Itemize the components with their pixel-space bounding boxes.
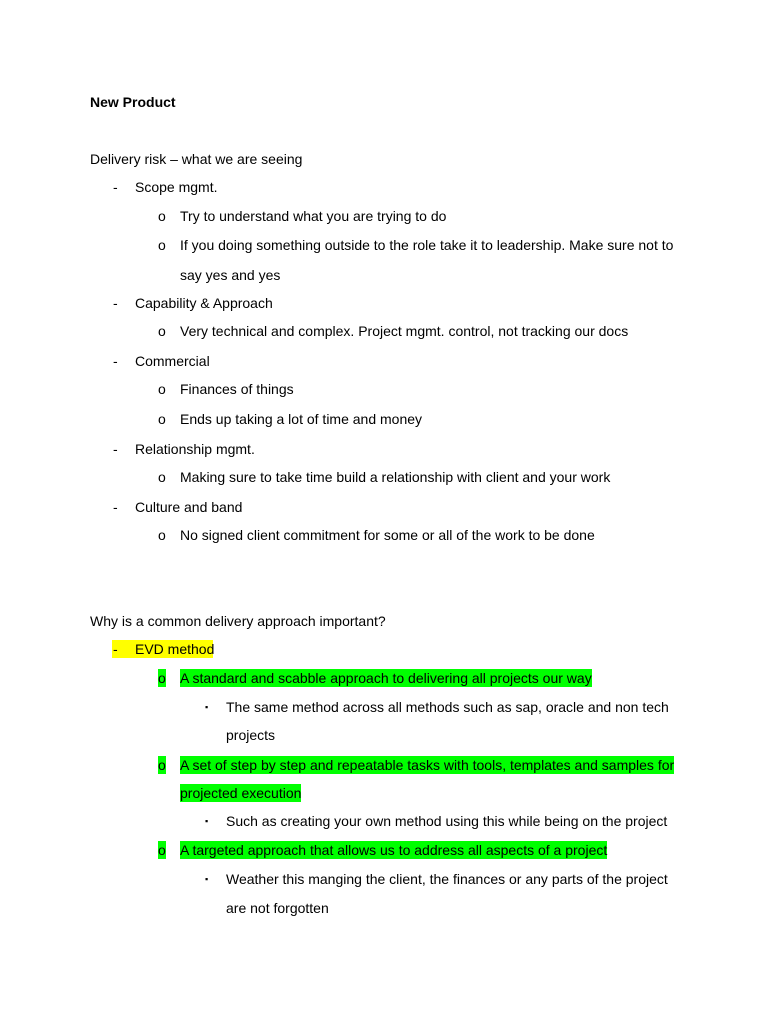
list-item-level1: Commercial	[135, 353, 210, 369]
list-item-level2: Ends up taking a lot of time and money	[180, 411, 423, 427]
circle-bullet: o	[158, 208, 166, 224]
section-heading-delivery-risk: Delivery risk – what we are seeing	[90, 151, 303, 167]
circle-bullet: o	[158, 842, 166, 858]
list-item-level2-highlighted: A standard and scabble approach to delivering all projects our way	[180, 670, 592, 686]
list-item-level2: Making sure to take time build a relationship with client and your work	[180, 469, 611, 485]
square-bullet: ▪	[205, 702, 209, 712]
list-item-level3: The same method across all methods such as sap, oracle and non tech	[226, 699, 669, 715]
list-item-level1: Relationship mgmt.	[135, 441, 255, 457]
dash-bullet: -	[113, 295, 118, 311]
circle-bullet: o	[158, 237, 166, 253]
list-item-continuation: projects	[226, 727, 276, 743]
list-item-level2: Very technical and complex. Project mgmt. control, not tracking our docs	[180, 323, 629, 339]
circle-bullet: o	[158, 670, 166, 686]
list-item-level1: Culture and band	[135, 499, 243, 515]
dash-bullet: -	[113, 441, 118, 457]
dash-bullet: -	[113, 641, 118, 657]
list-item-continuation: say yes and yes	[180, 267, 281, 283]
list-item-level1-highlighted: EVD method	[135, 641, 215, 657]
circle-bullet: o	[158, 527, 166, 543]
circle-bullet: o	[158, 469, 166, 485]
circle-bullet: o	[158, 381, 166, 397]
list-item-level2-highlighted: A set of step by step and repeatable tasks with tools, templates and samples for	[180, 757, 675, 773]
list-item-level3: Weather this manging the client, the finances or any parts of the project	[226, 871, 668, 887]
dash-bullet: -	[113, 353, 118, 369]
list-item-level2: No signed client commitment for some or all of the work to be done	[180, 527, 595, 543]
square-bullet: ▪	[205, 874, 209, 884]
section-heading-common-delivery: Why is a common delivery approach important?	[90, 613, 386, 629]
list-item-level2: Try to understand what you are trying to do	[180, 208, 447, 224]
list-item-level2: If you doing something outside to the role take it to leadership. Make sure not to	[180, 237, 674, 253]
square-bullet: ▪	[205, 816, 209, 826]
dash-bullet: -	[113, 179, 118, 195]
circle-bullet: o	[158, 323, 166, 339]
list-item-level2: Finances of things	[180, 381, 294, 397]
list-item-level1: Scope mgmt.	[135, 179, 218, 195]
list-item-continuation: are not forgotten	[226, 900, 329, 916]
dash-bullet: -	[113, 499, 118, 515]
list-item-level3: Such as creating your own method using this while being on the project	[226, 813, 668, 829]
list-item-continuation-highlighted: projected execution	[180, 785, 302, 801]
document-title: New Product	[90, 94, 176, 110]
circle-bullet: o	[158, 411, 166, 427]
list-item-level2-highlighted: A targeted approach that allows us to address all aspects of a project	[180, 842, 608, 858]
list-item-level1: Capability & Approach	[135, 295, 273, 311]
circle-bullet: o	[158, 757, 166, 773]
